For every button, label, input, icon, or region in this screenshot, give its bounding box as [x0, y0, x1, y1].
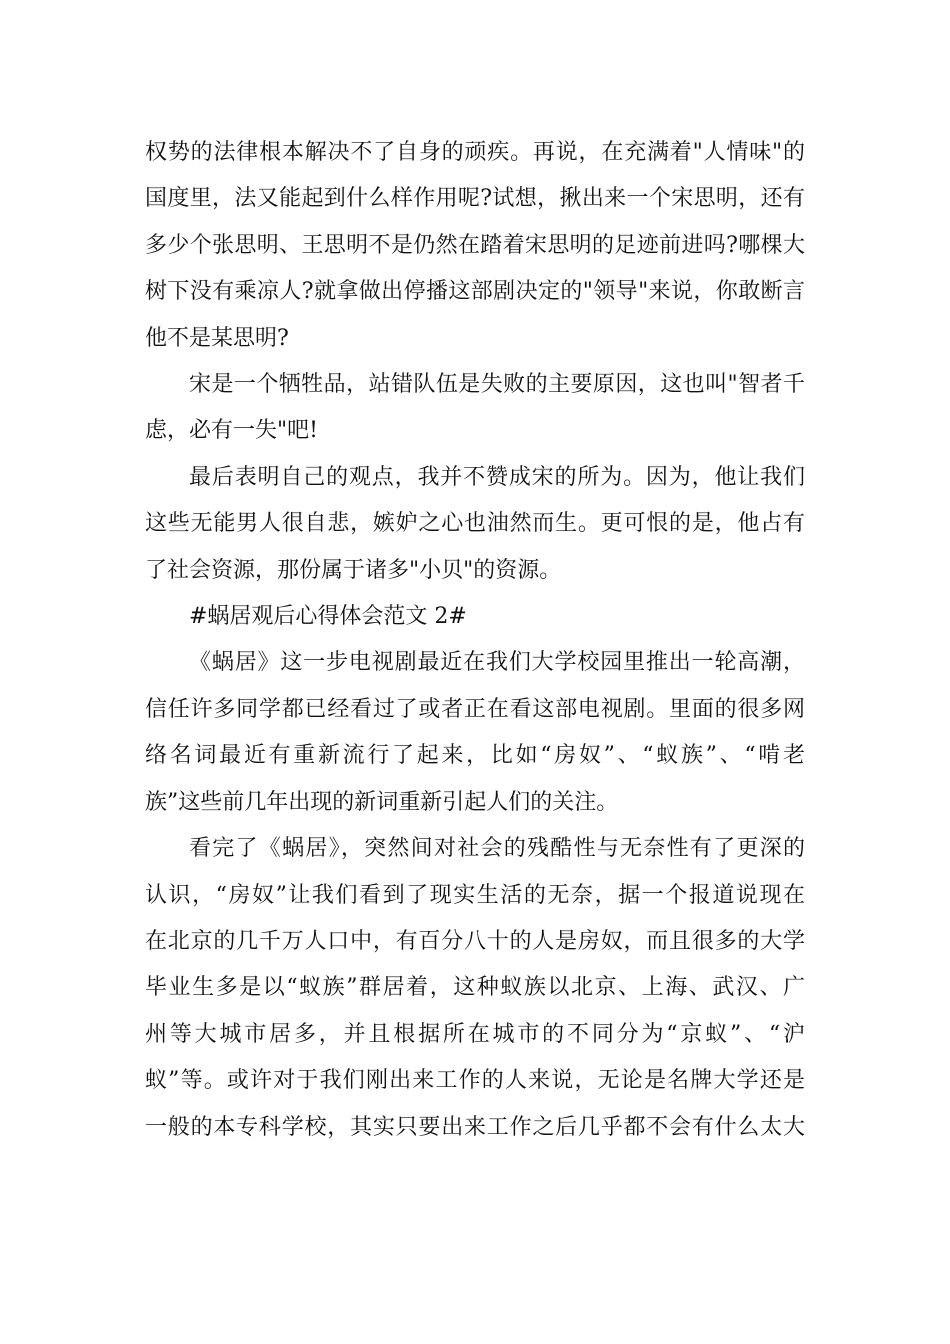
text-line: 族”这些前几年出现的新词重新引起人们的关注。	[145, 789, 619, 815]
paragraph	[145, 826, 805, 1151]
paragraph	[145, 130, 805, 362]
text-line: 国度里，法又能起到什么样作用呢?试想，揪出来一个宋思明，还有	[145, 186, 805, 212]
text-line: 在北京的几千万人口中，有百分八十的人是房奴，而且很多的大学	[145, 928, 805, 954]
text-line: 最后表明自己的观点，我并不赞成宋的所为。因为，他让我们	[189, 464, 805, 490]
paragraph	[145, 362, 805, 455]
document-body	[145, 130, 805, 1151]
paragraph	[145, 455, 805, 594]
text-line: 这些无能男人很自悲，嫉妒之心也油然而生。更可恨的是，他占有	[145, 511, 805, 537]
text-line: 蚁”等。或许对于我们刚出来工作的人来说，无论是名牌大学还是	[145, 1068, 805, 1094]
text-line: 《蜗居》这一步电视剧最近在我们大学校园里推出一轮高潮，	[189, 650, 805, 676]
text-line: 一般的本专科学校，其实只要出来工作之后几乎都不会有什么太大	[145, 1114, 805, 1140]
text-line: 权势的法律根本解决不了自身的顽疾。再说，在充满着"人情味"的	[145, 140, 805, 165]
text-line: 看完了《蜗居》，突然间对社会的残酷性与无奈性有了更深的	[189, 836, 805, 862]
section-heading: #蜗居观后心得体会范文 2#	[189, 604, 467, 630]
text-line: 他不是某思明?	[145, 325, 289, 351]
text-line: 州等大城市居多，并且根据所在城市的不同分为“京蚁”、“沪	[145, 1021, 805, 1047]
text-line: 虑，必有一失"吧!	[145, 418, 318, 444]
text-line: 毕业生多是以“蚁族”群居着，这种蚁族以北京、上海、武汉、广	[145, 975, 805, 1001]
text-line: 信任许多同学都已经看过了或者正在看这部电视剧。里面的很多网	[145, 696, 805, 722]
text-line: 多少个张思明、王思明不是仍然在踏着宋思明的足迹前进吗?哪棵大	[145, 232, 805, 258]
paragraph	[145, 640, 805, 826]
text-line: 树下没有乘凉人?就拿做出停播这部剧决定的"领导"来说，你敢断言	[145, 279, 805, 305]
text-line: 宋是一个牺牲品，站错队伍是失败的主要原因，这也叫"智者千	[189, 372, 805, 398]
text-line: 络名词最近有重新流行了起来，比如“房奴”、“蚁族”、“啃老	[145, 743, 805, 769]
text-line: 认识，“房奴”让我们看到了现实生活的无奈，据一个报道说现在	[145, 882, 805, 908]
text-line: 了社会资源，那份属于诸多"小贝"的资源。	[145, 557, 562, 583]
